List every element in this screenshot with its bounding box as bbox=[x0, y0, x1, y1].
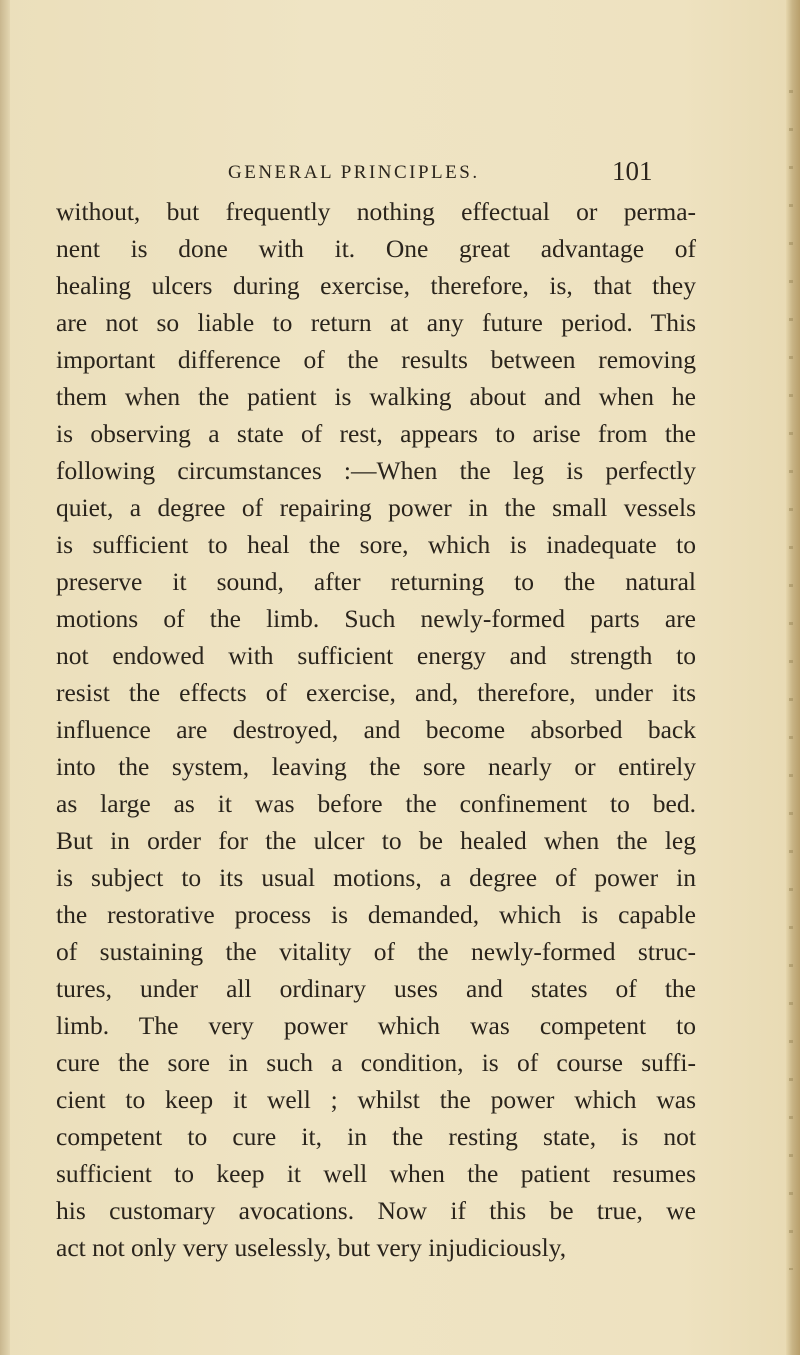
text-line: competent to cure it, in the resting state, is not bbox=[56, 1122, 696, 1151]
text-line: healing ulcers during exercise, therefore, is, that they bbox=[56, 271, 696, 300]
text-line: limb. The very power which was competent to bbox=[56, 1011, 696, 1040]
page-gutter-edge bbox=[0, 0, 10, 1355]
text-line: But in order for the ulcer to be healed when the leg bbox=[56, 826, 696, 855]
text-line: motions of the limb. Such newly-formed parts are bbox=[56, 604, 696, 633]
text-line: resist the effects of exercise, and, therefore, under its bbox=[56, 678, 696, 707]
text-line: following circumstances :—When the leg is perfectly bbox=[56, 456, 696, 485]
text-line: without, but frequently nothing effectual or perma- bbox=[56, 197, 696, 226]
text-line: influence are destroyed, and become absorbed back bbox=[56, 715, 696, 744]
page-number: 101 bbox=[612, 156, 653, 186]
text-line: is subject to its usual motions, a degree of power in bbox=[56, 863, 696, 892]
text-line: tures, under all ordinary uses and states of the bbox=[56, 974, 696, 1003]
text-line: preserve it sound, after returning to the natural bbox=[56, 567, 696, 596]
text-line: his customary avocations. Now if this be true, we bbox=[56, 1196, 696, 1225]
text-line: not endowed with sufficient energy and strength to bbox=[56, 641, 696, 670]
text-line: nent is done with it. One great advantage of bbox=[56, 234, 696, 263]
text-line: act not only very uselessly, but very injudiciously, bbox=[56, 1233, 567, 1262]
text-line: into the system, leaving the sore nearly or entirely bbox=[56, 752, 696, 781]
text-line: is observing a state of rest, appears to arise from the bbox=[56, 419, 696, 448]
text-line: quiet, a degree of repairing power in the small vessels bbox=[56, 493, 696, 522]
text-line: them when the patient is walking about and when he bbox=[56, 382, 696, 411]
text-line: sufficient to keep it well when the patient resumes bbox=[56, 1159, 696, 1188]
text-line: the restorative process is demanded, which is capable bbox=[56, 900, 696, 929]
text-line: cient to keep it well ; whilst the power which was bbox=[56, 1085, 696, 1114]
text-line: are not so liable to return at any future period. This bbox=[56, 308, 696, 337]
running-title: GENERAL PRINCIPLES. bbox=[228, 162, 480, 183]
text-line: cure the sore in such a condition, is of course suffi- bbox=[56, 1048, 696, 1077]
text-line: as large as it was before the confinement to bed. bbox=[56, 789, 696, 818]
text-line: important difference of the results between removing bbox=[56, 345, 696, 374]
page-fore-edge bbox=[786, 0, 800, 1355]
running-head bbox=[0, 156, 800, 192]
body-text bbox=[56, 193, 696, 1266]
text-line: of sustaining the vitality of the newly-formed struc- bbox=[56, 937, 696, 966]
text-line: is sufficient to heal the sore, which is inadequate to bbox=[56, 530, 696, 559]
